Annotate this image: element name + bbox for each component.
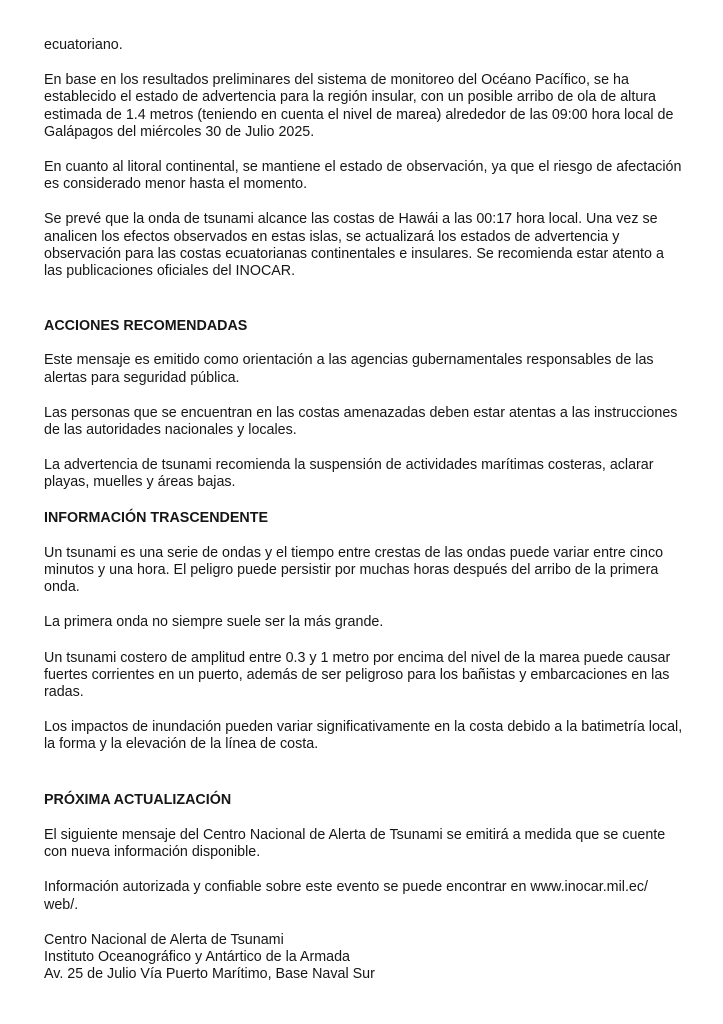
signature-line-center: Centro Nacional de Alerta de Tsunami [44, 931, 284, 948]
informacion-paragraph-3: Un tsunami costero de amplitud entre 0.3 y 1 metro por encima del nivel de la marea puede causar fuertes corrientes en un puerto, además de ser peligroso para los bañistas y embarcaciones en las radas. [44, 649, 671, 701]
acciones-paragraph-2: Las personas que se encuentran en las costas amenazadas deben estar atentas a las instrucciones de las autoridades nacionales y locales. [44, 404, 678, 439]
actualizacion-paragraph-1: El siguiente mensaje del Centro Nacional de Alerta de Tsunami se emitirá a medida que se cuente con nueva información disponible. [44, 826, 666, 861]
document-body [44, 37, 684, 983]
informacion-paragraph-1: Un tsunami es una serie de ondas y el tiempo entre crestas de las ondas puede variar entre cinco minutos y una hora. El peligro puede persistir por muchas horas después del arribo de la primera onda. [44, 544, 664, 596]
intro-paragraph-advertencia: En base en los resultados preliminares del sistema de monitoreo del Océano Pacífico, se ha establecido el estado de advertencia para la región insular, con un posible arribo de ola de altura estimada de 1.4 metros (teniendo en cuenta el nivel de marea) alrededor de las 09:00 hora local de Galápagos del miércoles 30 de Julio 2025. [44, 72, 674, 140]
intro-fragment: ecuatoriano. [44, 37, 123, 53]
heading-informacion-trascendente: INFORMACIÓN TRASCENDENTE [44, 509, 268, 526]
informacion-paragraph-2: La primera onda no siempre suele ser la más grande. [44, 614, 384, 631]
acciones-paragraph-1: Este mensaje es emitido como orientación a las agencias gubernamentales responsables de las alertas para seguridad pública. [44, 352, 654, 386]
heading-acciones-recomendadas: ACCIONES RECOMENDADAS [44, 318, 248, 335]
intro-paragraph-hawai: Se prevé que la onda de tsunami alcance las costas de Hawái a las 00:17 hora local. Una vez se analicen los efectos observados en estas islas, se actualizará los estados de advertencia y observación para las costas ecuatorianas continentales e insulares. Se recomienda estar atento a las publicaciones oficiales del INOCAR. [44, 211, 664, 280]
actualizacion-paragraph-2: Información autorizada y confiable sobre este evento se puede encontrar en www.inocar.mil.ec/ web/. [44, 879, 648, 913]
acciones-paragraph-3: La advertencia de tsunami recomienda la suspensión de actividades marítimas costeras, aclarar playas, muelles y áreas bajas. [44, 457, 654, 491]
signature-line-address: Av. 25 de Julio Vía Puerto Marítimo, Base Naval Sur [44, 966, 375, 983]
heading-proxima-actualizacion: PRÓXIMA ACTUALIZACIÓN [44, 791, 232, 808]
informacion-paragraph-4: Los impactos de inundación pueden variar significativamente en la costa debido a la batimetría local, la forma y la elevación de la línea de costa. [44, 719, 683, 753]
signature-line-institute: Instituto Oceanográfico y Antártico de la Armada [44, 948, 350, 965]
signature-block [44, 932, 684, 984]
intro-paragraph-litoral: En cuanto al litoral continental, se mantiene el estado de observación, ya que el riesgo de afectación es considerado menor hasta el momento. [44, 159, 682, 193]
